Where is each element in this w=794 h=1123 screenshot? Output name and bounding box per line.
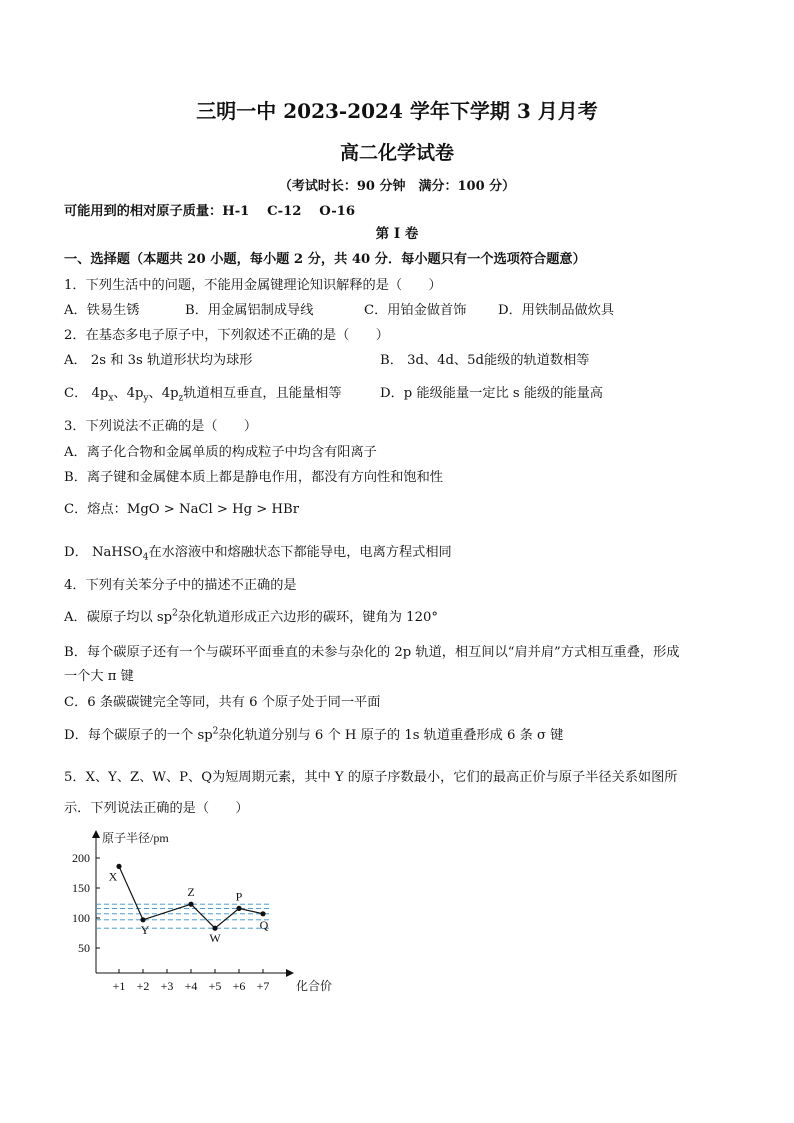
q2-option-b: B． 3d、4d、5d能级的轨道数相等	[380, 353, 590, 368]
q4-option-a-prefix: A．碳原子均以 sp	[64, 610, 173, 625]
q4-option-d-suffix: 杂化轨道分别与 6 个 H 原子的 1s 轨道重叠形成 6 条 σ 键	[218, 728, 564, 743]
point-Q	[260, 911, 265, 916]
q4-option-c: C．6 条碳碳键完全等同，共有 6 个原子处于同一平面	[64, 695, 381, 710]
x-tick-label: +1	[112, 979, 126, 993]
q2-option-c-prefix: C．	[64, 386, 88, 401]
x-tick-label: +5	[208, 979, 222, 993]
section-heading: 第 I 卷	[375, 226, 419, 242]
q4-option-b-line1: B．每个碳原子还有一个与碳环平面垂直的未参与杂化的 2p 轨道，相互间以“肩并肩”方式相互重叠，形成	[64, 645, 680, 660]
q3-option-d-prefix: D． NaHSO	[64, 545, 143, 560]
y-tick-label: 200	[72, 851, 90, 865]
x-tick-label: +4	[184, 979, 198, 993]
q4-option-a-suffix: 杂化轨道形成正六边形的碳环，键角为 120°	[177, 610, 438, 625]
point-X	[116, 864, 121, 869]
y-tick-label: 50	[78, 941, 90, 955]
q3-option-b: B．离子键和金属健本质上都是静电作用，都没有方向性和饱和性	[64, 470, 443, 485]
y-tick-label: 150	[72, 881, 90, 895]
q3-option-d: D． NaHSO$_4$在水溶液中和熔融状态下都能导电，电离方程式相同	[64, 545, 452, 563]
point-label-Q: Q	[259, 917, 269, 932]
x-tick-label: +2	[136, 979, 150, 993]
q4-option-d-prefix: D．每个碳原子的一个 sp	[64, 728, 213, 743]
point-label-P: P	[235, 889, 243, 904]
exam-title: 三明一中 2023-2024 学年下学期 3 月月考	[196, 99, 598, 123]
q5-stem-line1: 5．X、Y、Z、W、P、Q为短周期元素，其中 Y 的原子序数最小，它们的最高正价与原子半径关系如图所	[64, 770, 678, 785]
exam-info: （考试时长：90 分钟 满分：100 分）	[278, 179, 516, 194]
point-P	[236, 906, 241, 911]
point-Y	[140, 917, 145, 922]
q4-option-d: D．每个碳原子的一个 $sp^2$杂化轨道分别与 6 个 H 原子的 1s 轨道重叠形成 6 条 σ 键	[64, 726, 564, 743]
y-tick-label: 100	[72, 911, 90, 925]
atomic-masses: 可能用到的相对原子质量：H-1 C-12 O-16	[64, 204, 356, 219]
radius-valence-chart	[60, 828, 350, 998]
point-label-Z: Z	[187, 885, 195, 900]
q2-option-d: D．p 能级能量一定比 s 能级的能量高	[380, 386, 603, 401]
x-tick-label: +7	[256, 979, 270, 993]
point-Z	[188, 902, 193, 907]
q2-option-c	[64, 382, 342, 404]
q4-option-b-line2: 一个大 π 键	[64, 669, 134, 684]
point-label-X: X	[108, 869, 118, 884]
q2-option-a: A． 2s 和 3s 轨道形状均为球形	[64, 353, 253, 368]
point-label-W: W	[209, 931, 221, 946]
q1-option-d: D．用铁制品做炊具	[498, 303, 615, 318]
point-W	[212, 926, 217, 931]
point-label-Y: Y	[140, 922, 150, 937]
x-axis-label: 化合价	[296, 979, 333, 993]
x-tick-label: +3	[160, 979, 174, 993]
subject-title: 高二化学试卷	[339, 142, 454, 164]
p-orbitals-formula: $4p_x$、$4p_y$、$4p_z$	[87, 386, 184, 404]
q1-option-a: A．铁易生锈	[64, 303, 140, 318]
q1-option-b: B．用金属铝制成导线	[185, 303, 314, 318]
q3-option-a: A．离子化合物和金属单质的构成粒子中均含有阳离子	[64, 445, 377, 460]
q2-option-c-suffix: 轨道相互垂直，且能量相等	[183, 386, 342, 401]
q3-stem: 3．下列说法不正确的是（ ）	[64, 419, 258, 434]
q4-stem: 4．下列有关苯分子中的描述不正确的是	[64, 578, 297, 593]
q3-option-d-suffix: 在水溶液中和熔融状态下都能导电，电离方程式相同	[148, 545, 452, 560]
q5-stem-line2: 示．下列说法正确的是（ ）	[64, 801, 249, 816]
q4-option-a: A．碳原子均以 $sp^2$杂化轨道形成正六边形的碳环，键角为 120°	[64, 608, 438, 625]
q1-option-c: C．用铂金做首饰	[364, 303, 467, 318]
q1-stem: 1．下列生活中的问题，不能用金属键理论知识解释的是（ ）	[64, 278, 442, 293]
x-tick-label: +6	[232, 979, 246, 993]
q2-stem: 2．在基态多电子原子中，下列叙述不正确的是（ ）	[64, 328, 389, 343]
part-one-heading: 一、选择题（本题共 20 小题，每小题 2 分，共 40 分．每小题只有一个选项符合题意）	[64, 252, 586, 267]
q3-option-c: C．熔点：MgO > NaCl > Hg > HBr	[64, 502, 300, 517]
y-axis-label: 原子半径/pm	[102, 831, 169, 845]
